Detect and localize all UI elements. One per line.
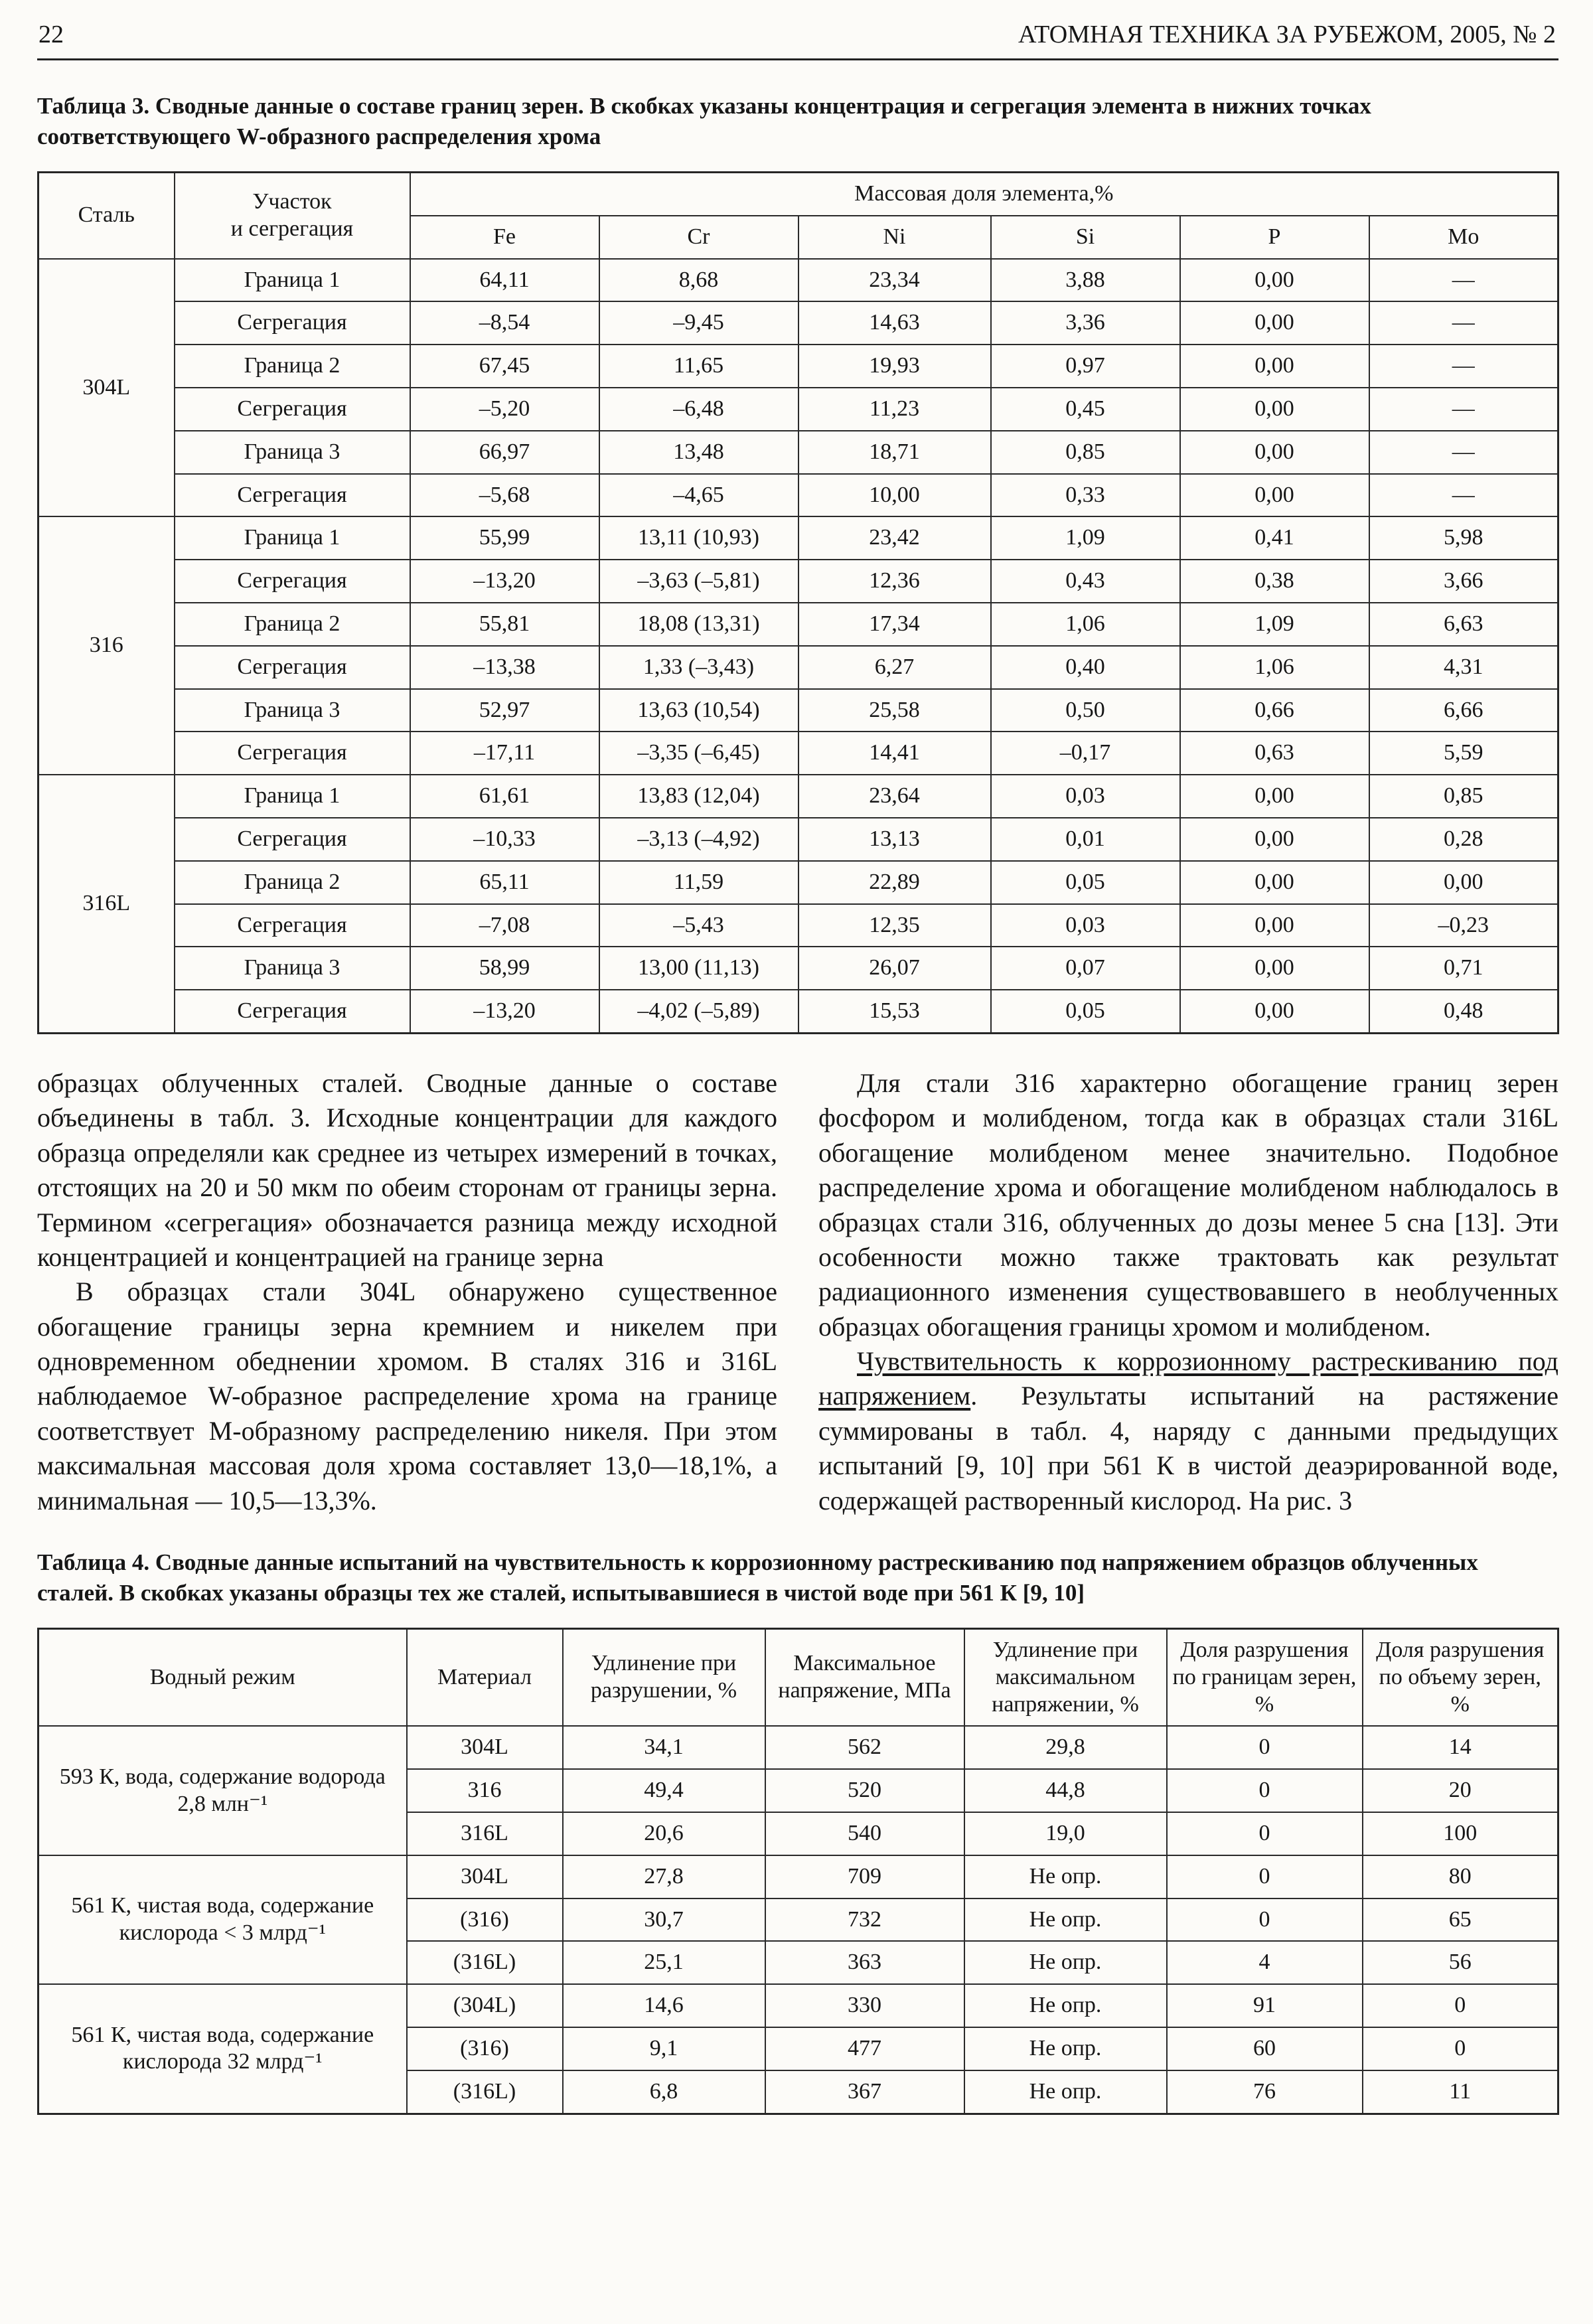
value-cell: 540 bbox=[765, 1812, 964, 1855]
site-cell: Сегрегация bbox=[175, 474, 410, 517]
value-cell: 58,99 bbox=[410, 947, 599, 990]
table4-col-material: Материал bbox=[407, 1629, 563, 1727]
value-cell: 23,42 bbox=[798, 516, 991, 560]
value-cell: 732 bbox=[765, 1898, 964, 1942]
site-cell: Граница 1 bbox=[175, 516, 410, 560]
value-cell: –4,65 bbox=[599, 474, 798, 517]
table-row bbox=[38, 646, 1558, 689]
value-cell: –3,13 (–4,92) bbox=[599, 818, 798, 861]
site-cell: Граница 3 bbox=[175, 431, 410, 474]
table3-caption: Таблица 3. Сводные данные о составе границ зерен. В скобках указаны концентрация и сегрегация элемента в нижних точках соответствующего W-образного распределения хрома bbox=[37, 93, 1371, 149]
site-cell: Граница 1 bbox=[175, 775, 410, 818]
value-cell: 0,48 bbox=[1369, 990, 1558, 1033]
value-cell: 0,85 bbox=[1369, 775, 1558, 818]
material-cell: (316) bbox=[407, 1898, 563, 1942]
table4-header-row bbox=[38, 1629, 1558, 1727]
value-cell: 14,63 bbox=[798, 301, 991, 345]
value-cell: 1,33 (–3,43) bbox=[599, 646, 798, 689]
value-cell: 0,00 bbox=[1180, 990, 1369, 1033]
value-cell: 0,43 bbox=[991, 560, 1180, 603]
material-cell: 316 bbox=[407, 1769, 563, 1812]
value-cell: 34,1 bbox=[563, 1726, 765, 1769]
material-cell: (316) bbox=[407, 2027, 563, 2070]
value-cell: –10,33 bbox=[410, 818, 599, 861]
value-cell: Не опр. bbox=[964, 2070, 1167, 2114]
value-cell: 4,31 bbox=[1369, 646, 1558, 689]
value-cell: 18,08 (13,31) bbox=[599, 603, 798, 646]
value-cell: 709 bbox=[765, 1855, 964, 1898]
value-cell: 27,8 bbox=[563, 1855, 765, 1898]
site-cell: Граница 2 bbox=[175, 603, 410, 646]
value-cell: 76 bbox=[1167, 2070, 1363, 2114]
element-header: Ni bbox=[798, 216, 991, 259]
table-row bbox=[38, 301, 1558, 345]
header-rule bbox=[37, 58, 1558, 60]
site-cell: Сегрегация bbox=[175, 560, 410, 603]
value-cell: 0,00 bbox=[1180, 388, 1369, 431]
table-row bbox=[38, 947, 1558, 990]
value-cell: 15,53 bbox=[798, 990, 991, 1033]
site-cell: Граница 3 bbox=[175, 689, 410, 732]
left-column bbox=[37, 1066, 777, 1518]
page-number: 22 bbox=[38, 21, 64, 48]
value-cell: 13,00 (11,13) bbox=[599, 947, 798, 990]
value-cell: –0,23 bbox=[1369, 904, 1558, 947]
value-cell: 61,61 bbox=[410, 775, 599, 818]
table-row bbox=[38, 689, 1558, 732]
value-cell: 0,28 bbox=[1369, 818, 1558, 861]
value-cell: 0,03 bbox=[991, 775, 1180, 818]
value-cell: 0 bbox=[1167, 1812, 1363, 1855]
value-cell: 65,11 bbox=[410, 861, 599, 904]
value-cell: 8,68 bbox=[599, 259, 798, 302]
value-cell: 91 bbox=[1167, 1984, 1363, 2027]
site-cell: Граница 2 bbox=[175, 345, 410, 388]
table-row bbox=[38, 1726, 1558, 1769]
value-cell: 0,66 bbox=[1180, 689, 1369, 732]
value-cell: 22,89 bbox=[798, 861, 991, 904]
value-cell: 6,8 bbox=[563, 2070, 765, 2114]
value-cell: 0 bbox=[1167, 1855, 1363, 1898]
element-header: Mo bbox=[1369, 216, 1558, 259]
site-cell: Сегрегация bbox=[175, 301, 410, 345]
material-cell: 304L bbox=[407, 1726, 563, 1769]
value-cell: 0,00 bbox=[1180, 818, 1369, 861]
value-cell: 1,09 bbox=[1180, 603, 1369, 646]
table3-col-site-line2: и сегрегация bbox=[230, 216, 354, 241]
value-cell: 0,00 bbox=[1180, 861, 1369, 904]
value-cell: 25,58 bbox=[798, 689, 991, 732]
element-header: Cr bbox=[599, 216, 798, 259]
value-cell: 6,66 bbox=[1369, 689, 1558, 732]
table-row bbox=[38, 861, 1558, 904]
value-cell: –5,43 bbox=[599, 904, 798, 947]
table4-col-elongation-fracture: Удлинение при разрушении, % bbox=[563, 1629, 765, 1727]
value-cell: –13,20 bbox=[410, 560, 599, 603]
table4-col-transgranular: Доля разрушения по объему зерен, % bbox=[1363, 1629, 1558, 1727]
value-cell: — bbox=[1369, 259, 1558, 302]
table3-col-steel: Сталь bbox=[38, 173, 175, 259]
value-cell: 0,40 bbox=[991, 646, 1180, 689]
value-cell: 65 bbox=[1363, 1898, 1558, 1942]
value-cell: 0,00 bbox=[1180, 904, 1369, 947]
value-cell: 0,00 bbox=[1180, 431, 1369, 474]
value-cell: 11,65 bbox=[599, 345, 798, 388]
value-cell: 52,97 bbox=[410, 689, 599, 732]
value-cell: 23,64 bbox=[798, 775, 991, 818]
material-cell: 304L bbox=[407, 1855, 563, 1898]
element-header: Si bbox=[991, 216, 1180, 259]
run-in-heading: Чувствительность к коррозионному растрескиванию под напряжением bbox=[818, 1346, 1558, 1411]
value-cell: Не опр. bbox=[964, 1855, 1167, 1898]
value-cell: 0,41 bbox=[1180, 516, 1369, 560]
value-cell: –5,68 bbox=[410, 474, 599, 517]
paragraph: Для стали 316 характерно обогащение границ зерен фосфором и молибденом, тогда как в образцах стали 316L обогащение молибденом менее значительно. Подобное распределение хрома и обогащение молибденом наблюдалось в образцах стали 316, облученных до дозы менее 5 сна [13]. Эти особенности можно также трактовать как результат радиационного изменения существовавшего в необлученных образцах обогащения границы хромом и молибденом. bbox=[818, 1067, 1558, 1342]
value-cell: 0,00 bbox=[1180, 345, 1369, 388]
value-cell: 0,00 bbox=[1180, 259, 1369, 302]
value-cell: 18,71 bbox=[798, 431, 991, 474]
value-cell: 11 bbox=[1363, 2070, 1558, 2114]
regime-cell: 561 К, чистая вода, содержание кислорода 32 млрд⁻¹ bbox=[38, 1984, 407, 2114]
material-cell: (316L) bbox=[407, 2070, 563, 2114]
value-cell: 0 bbox=[1363, 1984, 1558, 2027]
value-cell: — bbox=[1369, 301, 1558, 345]
value-cell: 20,6 bbox=[563, 1812, 765, 1855]
value-cell: 5,98 bbox=[1369, 516, 1558, 560]
value-cell: 0 bbox=[1167, 1726, 1363, 1769]
table-row bbox=[38, 345, 1558, 388]
value-cell: 1,06 bbox=[991, 603, 1180, 646]
value-cell: 0 bbox=[1363, 2027, 1558, 2070]
value-cell: –0,17 bbox=[991, 732, 1180, 775]
value-cell: 12,35 bbox=[798, 904, 991, 947]
value-cell: 55,81 bbox=[410, 603, 599, 646]
value-cell: 9,1 bbox=[563, 2027, 765, 2070]
table-row bbox=[38, 775, 1558, 818]
value-cell: 56 bbox=[1363, 1941, 1558, 1984]
value-cell: –7,08 bbox=[410, 904, 599, 947]
value-cell: 17,34 bbox=[798, 603, 991, 646]
value-cell: 11,59 bbox=[599, 861, 798, 904]
value-cell: 3,88 bbox=[991, 259, 1180, 302]
steel-name: 316L bbox=[38, 775, 175, 1033]
value-cell: 0,07 bbox=[991, 947, 1180, 990]
value-cell: Не опр. bbox=[964, 1898, 1167, 1942]
value-cell: — bbox=[1369, 345, 1558, 388]
value-cell: 49,4 bbox=[563, 1769, 765, 1812]
table4-col-regime: Водный режим bbox=[38, 1629, 407, 1727]
value-cell: 1,06 bbox=[1180, 646, 1369, 689]
material-cell: (304L) bbox=[407, 1984, 563, 2027]
value-cell: 0,33 bbox=[991, 474, 1180, 517]
table3-col-site-line1: Участок bbox=[252, 189, 332, 214]
value-cell: 5,59 bbox=[1369, 732, 1558, 775]
table-row bbox=[38, 1984, 1558, 2027]
table-row bbox=[38, 259, 1558, 302]
table4-col-intergranular: Доля разрушения по границам зерен, % bbox=[1167, 1629, 1363, 1727]
steel-name: 316 bbox=[38, 516, 175, 775]
value-cell: 13,63 (10,54) bbox=[599, 689, 798, 732]
element-header: P bbox=[1180, 216, 1369, 259]
value-cell: 0,01 bbox=[991, 818, 1180, 861]
value-cell: 20 bbox=[1363, 1769, 1558, 1812]
value-cell: 0,97 bbox=[991, 345, 1180, 388]
table4-col-max-stress: Максимальное напряжение, МПа bbox=[765, 1629, 964, 1727]
steel-name: 304L bbox=[38, 259, 175, 517]
journal-title: АТОМНАЯ ТЕХНИКА ЗА РУБЕЖОМ, 2005, № 2 bbox=[1018, 21, 1556, 48]
value-cell: 67,45 bbox=[410, 345, 599, 388]
value-cell: 13,11 (10,93) bbox=[599, 516, 798, 560]
value-cell: 0,50 bbox=[991, 689, 1180, 732]
value-cell: 25,1 bbox=[563, 1941, 765, 1984]
value-cell: 0,00 bbox=[1369, 861, 1558, 904]
value-cell: 4 bbox=[1167, 1941, 1363, 1984]
value-cell: 55,99 bbox=[410, 516, 599, 560]
value-cell: 0,05 bbox=[991, 990, 1180, 1033]
value-cell: 30,7 bbox=[563, 1898, 765, 1942]
site-cell: Граница 3 bbox=[175, 947, 410, 990]
value-cell: 19,93 bbox=[798, 345, 991, 388]
site-cell: Сегрегация bbox=[175, 990, 410, 1033]
value-cell: 3,36 bbox=[991, 301, 1180, 345]
value-cell: 367 bbox=[765, 2070, 964, 2114]
value-cell: — bbox=[1369, 431, 1558, 474]
value-cell: Не опр. bbox=[964, 1984, 1167, 2027]
site-cell: Сегрегация bbox=[175, 732, 410, 775]
value-cell: 0,03 bbox=[991, 904, 1180, 947]
site-cell: Сегрегация bbox=[175, 388, 410, 431]
value-cell: –13,20 bbox=[410, 990, 599, 1033]
table4-caption: Таблица 4. Сводные данные испытаний на чувствительность к коррозионному растрескиванию под напряжением образцов облученных сталей. В скобках указаны образцы тех же сталей, испытывавшиеся в чистой воде при 561 К [9, 10] bbox=[37, 1549, 1478, 1606]
table4-col-elongation-max: Удлинение при максимальном напряжении, % bbox=[964, 1629, 1167, 1727]
value-cell: 19,0 bbox=[964, 1812, 1167, 1855]
table-row bbox=[38, 431, 1558, 474]
value-cell: 363 bbox=[765, 1941, 964, 1984]
value-cell: 0,00 bbox=[1180, 775, 1369, 818]
value-cell: 13,83 (12,04) bbox=[599, 775, 798, 818]
value-cell: 66,97 bbox=[410, 431, 599, 474]
value-cell: 100 bbox=[1363, 1812, 1558, 1855]
value-cell: –13,38 bbox=[410, 646, 599, 689]
value-cell: 6,27 bbox=[798, 646, 991, 689]
value-cell: 64,11 bbox=[410, 259, 599, 302]
value-cell: 562 bbox=[765, 1726, 964, 1769]
value-cell: 0,85 bbox=[991, 431, 1180, 474]
regime-cell: 593 К, вода, содержание водорода 2,8 млн⁻¹ bbox=[38, 1726, 407, 1855]
value-cell: Не опр. bbox=[964, 2027, 1167, 2070]
value-cell: 11,23 bbox=[798, 388, 991, 431]
value-cell: 0,05 bbox=[991, 861, 1180, 904]
value-cell: –3,35 (–6,45) bbox=[599, 732, 798, 775]
value-cell: 0,00 bbox=[1180, 947, 1369, 990]
value-cell: 0,63 bbox=[1180, 732, 1369, 775]
value-cell: 80 bbox=[1363, 1855, 1558, 1898]
regime-cell: 561 К, чистая вода, содержание кислорода < 3 млрд⁻¹ bbox=[38, 1855, 407, 1984]
value-cell: 6,63 bbox=[1369, 603, 1558, 646]
table3-col-site bbox=[175, 173, 410, 259]
site-cell: Граница 1 bbox=[175, 259, 410, 302]
value-cell: 23,34 bbox=[798, 259, 991, 302]
table-row bbox=[38, 388, 1558, 431]
value-cell: 60 bbox=[1167, 2027, 1363, 2070]
value-cell: 14,41 bbox=[798, 732, 991, 775]
value-cell: 44,8 bbox=[964, 1769, 1167, 1812]
value-cell: 12,36 bbox=[798, 560, 991, 603]
table-row bbox=[38, 1855, 1558, 1898]
value-cell: 520 bbox=[765, 1769, 964, 1812]
table-row bbox=[38, 818, 1558, 861]
table-row bbox=[38, 560, 1558, 603]
paragraph: образцах облученных сталей. Сводные данные о составе объединены в табл. 3. Исходные концентрации для каждого образца определяли как среднее из четырех измерений в точках, отстоящих на 20 и 50 мкм по обеим сторонам от границы зерна. Термином «сегрегация» обозначается разница между исходной концентрацией и концентрацией на границе зерна bbox=[37, 1067, 777, 1272]
table3-col-mass-fraction: Массовая доля элемента,% bbox=[410, 173, 1558, 216]
material-cell: 316L bbox=[407, 1812, 563, 1855]
value-cell: 14,6 bbox=[563, 1984, 765, 2027]
value-cell: 0,71 bbox=[1369, 947, 1558, 990]
page-header bbox=[37, 16, 1558, 58]
table-row bbox=[38, 474, 1558, 517]
paragraph bbox=[818, 1344, 1558, 1518]
table-row bbox=[38, 732, 1558, 775]
right-column bbox=[818, 1066, 1558, 1518]
value-cell: — bbox=[1369, 474, 1558, 517]
value-cell: 0,00 bbox=[1180, 301, 1369, 345]
value-cell: 0 bbox=[1167, 1769, 1363, 1812]
table-row bbox=[38, 516, 1558, 560]
value-cell: –9,45 bbox=[599, 301, 798, 345]
value-cell: 13,48 bbox=[599, 431, 798, 474]
site-cell: Сегрегация bbox=[175, 904, 410, 947]
material-cell: (316L) bbox=[407, 1941, 563, 1984]
paragraph-rest: . Результаты испытаний на растяжение суммированы в табл. 4, наряду с данными предыдущих испытаний [9, 10] при 561 К в чистой деаэрированной воде, содержащей растворенный кислород. На рис. 3 bbox=[818, 1381, 1558, 1515]
value-cell: 0,45 bbox=[991, 388, 1180, 431]
value-cell: — bbox=[1369, 388, 1558, 431]
table-row bbox=[38, 990, 1558, 1033]
value-cell: –3,63 (–5,81) bbox=[599, 560, 798, 603]
table3-header-row-1 bbox=[38, 173, 1558, 216]
value-cell: 10,00 bbox=[798, 474, 991, 517]
value-cell: –6,48 bbox=[599, 388, 798, 431]
value-cell: 14 bbox=[1363, 1726, 1558, 1769]
element-header: Fe bbox=[410, 216, 599, 259]
value-cell: 0,00 bbox=[1180, 474, 1369, 517]
site-cell: Сегрегация bbox=[175, 818, 410, 861]
value-cell: 13,13 bbox=[798, 818, 991, 861]
value-cell: 1,09 bbox=[991, 516, 1180, 560]
value-cell: 477 bbox=[765, 2027, 964, 2070]
value-cell: Не опр. bbox=[964, 1941, 1167, 1984]
site-cell: Сегрегация bbox=[175, 646, 410, 689]
table4 bbox=[37, 1628, 1559, 2115]
value-cell: 26,07 bbox=[798, 947, 991, 990]
value-cell: –17,11 bbox=[410, 732, 599, 775]
body-text bbox=[37, 1066, 1558, 1518]
value-cell: 330 bbox=[765, 1984, 964, 2027]
table-row bbox=[38, 603, 1558, 646]
table-row bbox=[38, 904, 1558, 947]
value-cell: –8,54 bbox=[410, 301, 599, 345]
value-cell: –4,02 (–5,89) bbox=[599, 990, 798, 1033]
value-cell: 0 bbox=[1167, 1898, 1363, 1942]
table3 bbox=[37, 171, 1559, 1034]
value-cell: 0,38 bbox=[1180, 560, 1369, 603]
value-cell: –5,20 bbox=[410, 388, 599, 431]
value-cell: 3,66 bbox=[1369, 560, 1558, 603]
value-cell: 29,8 bbox=[964, 1726, 1167, 1769]
site-cell: Граница 2 bbox=[175, 861, 410, 904]
paragraph: В образцах стали 304L обнаружено существенное обогащение границы зерна кремнием и никелем при одновременном обеднении хромом. В сталях 316 и 316L наблюдаемое W-образное распределение хрома на границе соответствует М-образному распределению никеля. При этом максимальная массовая доля хрома составляет 13,0—18,1%, а минимальная — 10,5—13,3%. bbox=[37, 1277, 777, 1515]
